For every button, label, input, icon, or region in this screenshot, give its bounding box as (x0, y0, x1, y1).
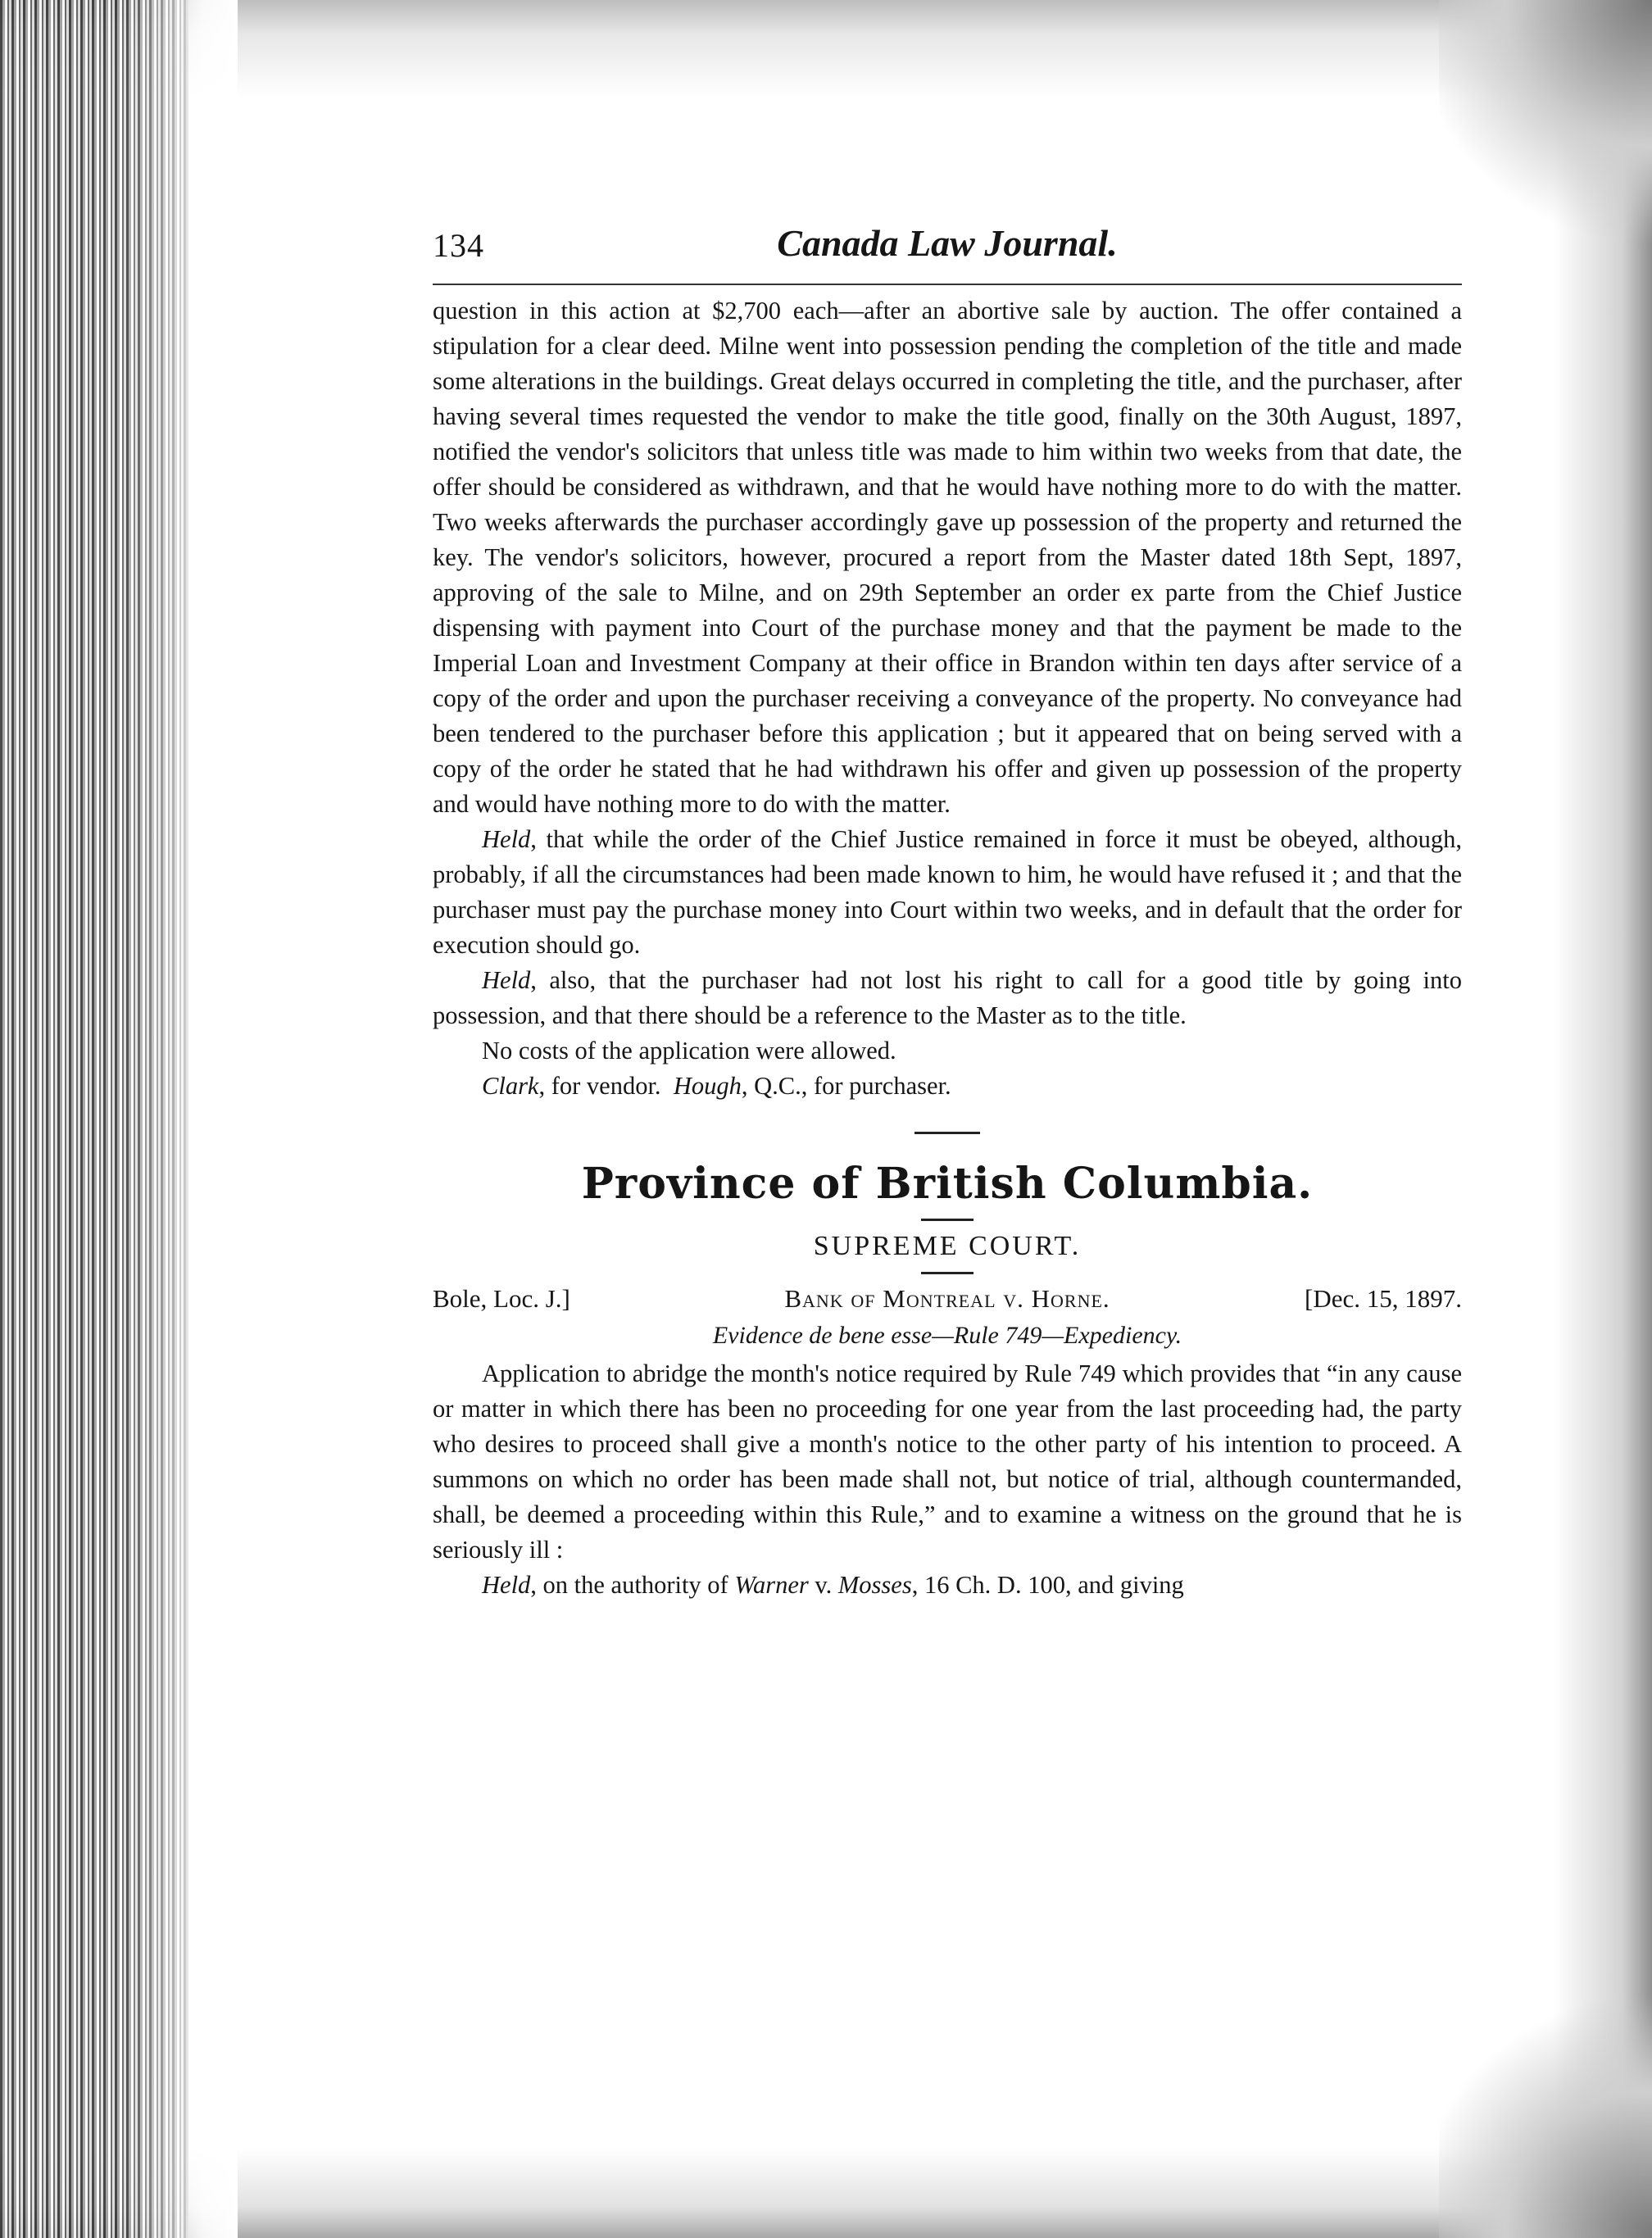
header-rule (433, 284, 1462, 285)
page-header (433, 221, 1462, 280)
binding-shadow (123, 0, 238, 2238)
scan-bottom-edge (0, 2148, 1652, 2238)
counsel-role: , Q.C., for purchaser. (741, 1072, 951, 1100)
counsel-name: Clark (482, 1072, 539, 1100)
held-text: , that while the order of the Chief Justice remained in force it must be obeyed, although, probably, if all the circumstances had been made known to him, he would have refused it ; and that the purchaser must pay the purchase money into Court within two weeks, and in default that the order for execution should go. (433, 825, 1462, 959)
held-text: , also, that the purchaser had not lost his right to call for a good title by going into possession, and that there should be a reference to the Master as to the title. (433, 966, 1462, 1029)
held-label: Held (482, 966, 531, 994)
case-date: [Dec. 15, 1897. (1305, 1284, 1462, 1313)
journal-title: Canada Law Journal. (777, 222, 1118, 264)
counsel-name: Hough (673, 1072, 742, 1100)
case-caption (433, 1284, 1462, 1322)
scan-right-edge (1554, 0, 1652, 2238)
held-label: Held (482, 825, 531, 853)
heading-divider (921, 1219, 974, 1221)
scan-corner-bottom-right (1439, 1992, 1652, 2238)
case-headnote: Evidence de bene esse—Rule 749—Expediency. (712, 1322, 1182, 1349)
case-facts-paragraph: question in this action at $2,700 each—after an abortive sale by auction. The offer contained a stipulation for a clear deed. Milne went into possession pending the completion of the title and made some alterations in the buildings. Great delays occurred in completing the title, and the purchaser, after having several times requested the vendor to make the title good, finally on the 30th August, 1897, notified the vendor's solicitors that unless title was made to him within two weeks from that date, the offer should be considered as withdrawn, and that he would have nothing more to do with the matter. Two weeks afterwards the purchaser accordingly gave up possession of the property and returned the key. The vendor's solicitors, however, procured a report from the Master dated 18th Sept, 1897, approving of the sale to Milne, and on 29th September an order ex parte from the Chief Justice dispensing with payment into Court of the purchase money and that the payment be made to the Imperial Loan and Investment Company at their office in Brandon within ten days after service of a copy of the order and upon the purchaser receiving a conveyance of the property. No conveyance had been tendered to the purchaser before this application ; but it appeared that on being served with a copy of the order he stated that he had withdrawn his offer and given up possession of the property and would have nothing more to do with the matter. (433, 297, 1462, 818)
held-label: Held (482, 1571, 531, 1599)
province-heading: Province of British Columbia. (581, 1159, 1314, 1209)
held-paragraph-2 (433, 963, 1462, 1033)
court-heading: SUPREME COURT. (813, 1231, 1082, 1261)
held-paragraph-1 (433, 822, 1462, 963)
cited-case-party: Warner (734, 1571, 809, 1599)
scan-top-edge (0, 0, 1652, 98)
held-text: , 16 Ch. D. 100, and giving (911, 1571, 1184, 1599)
cited-case-party: Mosses (837, 1571, 912, 1599)
costs-paragraph: No costs of the application were allowed. (482, 1037, 896, 1065)
case-name: Bank of Montreal v. Horne. (784, 1284, 1110, 1313)
journal-page (433, 221, 1462, 1603)
held-text: , on the authority of (530, 1571, 735, 1599)
counsel-role: , for vendor. (538, 1072, 661, 1100)
page-number: 134 (433, 227, 484, 264)
heading-divider (921, 1272, 974, 1274)
section-divider (914, 1132, 980, 1134)
held-paragraph-3 (433, 1568, 1462, 1603)
counsel-line (433, 1069, 1462, 1104)
case-judge: Bole, Loc. J.] (433, 1284, 570, 1313)
scan-corner-top-right (1439, 0, 1652, 246)
application-paragraph: Application to abridge the month's notice required by Rule 749 which provides that “in any cause or matter in which there has been no proceeding for one year from the last proceeding had, the party who desires to proceed shall give a month's notice to the other party of his intention to proceed. A summons on which no order has been made shall not, but notice of trial, although countermanded, shall, be deemed a proceeding within this Rule,” and to examine a witness on the ground that he is seriously ill : (433, 1360, 1462, 1564)
held-text: v. (808, 1571, 838, 1599)
